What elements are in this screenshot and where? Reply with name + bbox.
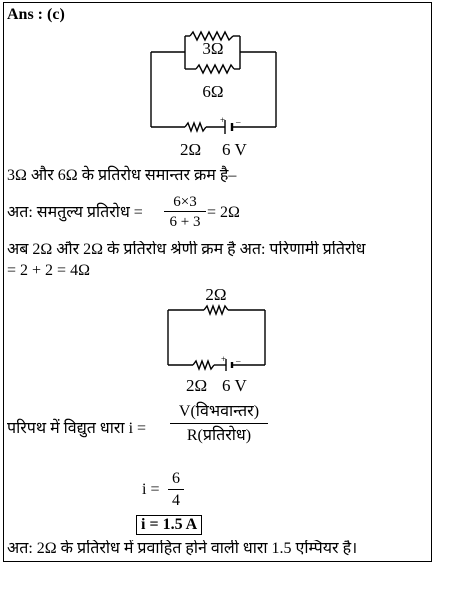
resistor-2-ohm-bottom	[193, 361, 214, 369]
equivalent-resistance-fraction	[164, 194, 206, 230]
battery-minus-sign: –	[236, 117, 241, 127]
series-r-label: 2Ω	[180, 140, 202, 159]
current-numerator: 6	[168, 470, 184, 490]
series-r2-label: 2Ω	[186, 376, 208, 395]
r1-label: 3Ω	[202, 39, 224, 58]
resistor-2-ohm-top	[204, 306, 228, 314]
battery-plus-sign: +	[220, 115, 226, 125]
total-resistance: = 2 + 2 = 4Ω	[7, 262, 90, 279]
resistor-6-ohm	[196, 65, 234, 73]
formula-numerator: V(विभवान्तर)	[170, 402, 268, 424]
current-value-label: i =	[142, 481, 160, 498]
series-statement: अब 2Ω और 2Ω के प्रतिरोध श्रेणी क्रम है अत: परिणामी प्रतिरोध	[7, 241, 366, 258]
conclusion-statement: अत: 2Ω के प्रतिरोध में प्रवाहित होने वाली धारा 1.5 एम्पियर है।	[7, 540, 358, 557]
equivalent-resistance-label: अत: समतुल्य प्रतिरोध =	[7, 204, 143, 221]
r2-label: 6Ω	[202, 82, 224, 101]
fraction-numerator: 6×3	[164, 194, 206, 212]
parallel-statement: 3Ω और 6Ω के प्रतिरोध समान्तर क्रम है–	[7, 167, 237, 184]
final-current-result: i = 1.5 A	[136, 515, 202, 535]
equivalent-resistance-result: = 2Ω	[207, 204, 240, 221]
current-denominator: 4	[172, 492, 180, 509]
battery2-label: 6 V	[222, 376, 247, 395]
current-value-fraction	[168, 470, 184, 510]
battery2-plus-sign: +	[221, 354, 227, 364]
answer-label: Ans : (c)	[7, 6, 65, 23]
resistor-2-ohm-series	[185, 123, 206, 131]
current-formula-label: परिपथ में विद्युत धारा i =	[7, 420, 147, 437]
circuit-diagram-1	[0, 0, 461, 160]
battery2-minus-sign: –	[236, 356, 241, 366]
circuit-diagram-2	[0, 280, 461, 400]
fraction-denominator: 6 + 3	[169, 214, 201, 230]
battery-label: 6 V	[222, 140, 247, 159]
current-formula-fraction	[170, 402, 268, 446]
resistor-label: 2Ω	[205, 285, 227, 304]
formula-denominator: R(प्रतिरोध)	[186, 427, 252, 444]
